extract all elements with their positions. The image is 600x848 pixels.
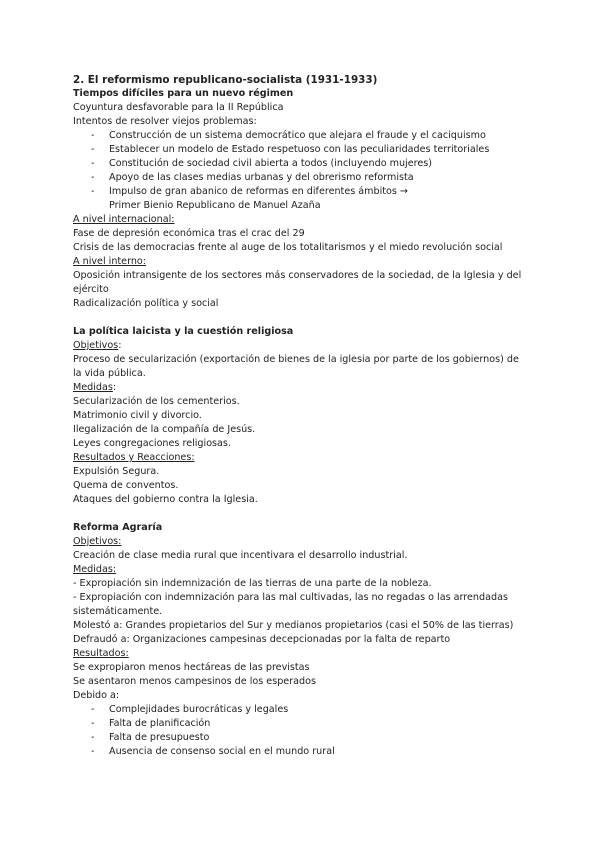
text-paragraph: Oposición intransigente de los sectores más conservadores de la sociedad, de la Iglesia y del ejército	[73, 270, 522, 295]
text-line: - Expropiación sin indemnización de las tierras de una parte de la nobleza.	[73, 578, 432, 589]
subheading-interno: A nivel interno:	[73, 256, 147, 267]
text-line: Matrimonio civil y divorcio.	[73, 410, 202, 421]
text-line: Defraudó a: Organizaciones campesinas decepcionadas por la falta de reparto	[73, 634, 451, 645]
bullet-list-causas	[73, 703, 533, 759]
dash-marker: -	[91, 130, 95, 141]
page-title: 2. El reformismo republicano-socialista (1931-1933)	[73, 74, 378, 86]
text-paragraph: Proceso de secularización (exportación de bienes de la iglesia por parte de los gobiernos) de la vida pública.	[73, 354, 519, 379]
section-heading-laicista: La política laicista y la cuestión religiosa	[73, 326, 294, 337]
bullet-list-problemas	[73, 129, 533, 213]
dash-marker: -	[91, 144, 95, 155]
label-resultados: Resultados:	[73, 648, 129, 659]
label-medidas: Medidas:	[73, 382, 117, 393]
list-item: - Falta de presupuesto	[91, 732, 210, 743]
list-item: - Ausencia de consenso social en el mundo rural	[91, 746, 335, 757]
text-line: Radicalización política y social	[73, 298, 219, 309]
text-line: Intentos de resolver viejos problemas:	[73, 116, 257, 127]
text-line: Molestó a: Grandes propietarios del Sur y medianos propietarios (casi el 50% de las tierras)	[73, 620, 514, 631]
dash-marker: -	[91, 746, 95, 757]
label-medidas: Medidas:	[73, 564, 117, 575]
dash-marker: -	[91, 186, 95, 197]
list-item: - Establecer un modelo de Estado respetuoso con las peculiaridades territoriales	[91, 144, 490, 155]
label-resultados-reacciones: Resultados y Reacciones:	[73, 452, 195, 463]
text-line: Coyuntura desfavorable para la II República	[73, 102, 284, 113]
spacer	[73, 311, 533, 325]
list-item: - Construcción de un sistema democrático que alejara el fraude y el caciquismo	[91, 130, 486, 141]
text-line: Se expropiaron menos hectáreas de las previstas	[73, 662, 310, 673]
list-item: - Falta de planificación	[91, 718, 211, 729]
section-heading-reforma-agraria: Reforma Agraría	[73, 522, 163, 533]
text-line: Debido a:	[73, 690, 120, 701]
text-paragraph: - Expropiación con indemnización para las mal cultivadas, las no regadas o las arrendadas sistemáticamente.	[73, 592, 508, 617]
list-item: - Impulso de gran abanico de reformas en diferentes ámbitos → Primer Bienio Republicano de Manuel Azaña	[91, 186, 408, 211]
text-line: Creación de clase media rural que incentivara el desarrollo industrial.	[73, 550, 408, 561]
document-page	[73, 73, 533, 759]
dash-marker: -	[91, 172, 95, 183]
text-line: Crisis de las democracias frente al auge de los totalitarismos y el miedo revolución social	[73, 242, 503, 253]
label-objetivos: Objetivos:	[73, 536, 122, 547]
text-line: Expulsión Segura.	[73, 466, 160, 477]
list-item: - Apoyo de las clases medias urbanas y del obrerismo reformista	[91, 172, 414, 183]
dash-marker: -	[91, 732, 95, 743]
text-line: Quema de conventos.	[73, 480, 179, 491]
text-line: Secularización de los cementerios.	[73, 396, 240, 407]
subheading-internacional: A nivel internacional:	[73, 214, 175, 225]
list-item: - Complejidades burocráticas y legales	[91, 704, 289, 715]
text-line: Ataques del gobierno contra la Iglesia.	[73, 494, 258, 505]
text-line: Ilegalización de la compañía de Jesús.	[73, 424, 256, 435]
label-objetivos: Objetivos:	[73, 340, 122, 351]
spacer	[73, 507, 533, 521]
dash-marker: -	[91, 718, 95, 729]
text-line: Leyes congregaciones religiosas.	[73, 438, 231, 449]
dash-marker: -	[91, 704, 95, 715]
list-item: - Constitución de sociedad civil abierta a todos (incluyendo mujeres)	[91, 158, 433, 169]
text-line: Se asentaron menos campesinos de los esperados	[73, 676, 316, 687]
section-heading-tiempos: Tiempos difíciles para un nuevo régimen	[73, 88, 294, 99]
text-line: Fase de depresión económica tras el crac del 29	[73, 228, 305, 239]
dash-marker: -	[91, 158, 95, 169]
